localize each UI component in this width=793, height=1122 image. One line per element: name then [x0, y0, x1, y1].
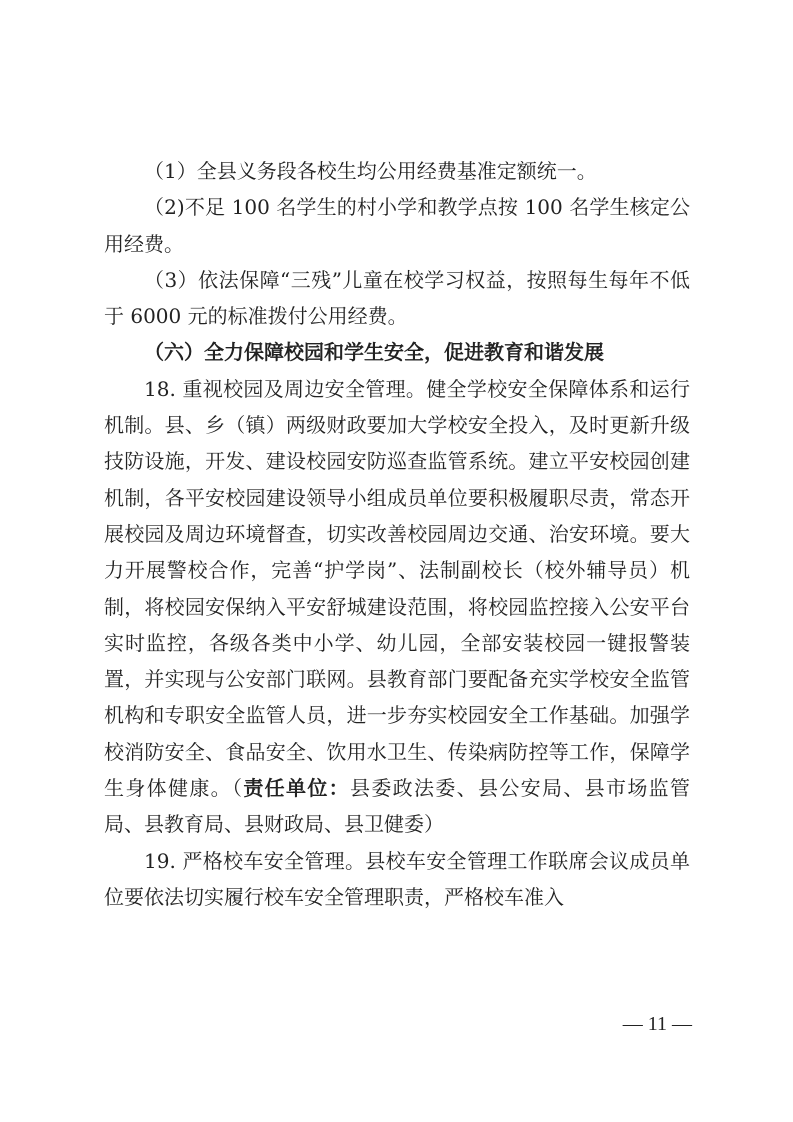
- paragraph-item-1: （1）全县义务段各校生均公用经费基准定额统一。: [144, 159, 597, 183]
- paragraph-item-2: （2)不足 100 名学生的村小学和教学点按 100 名学生核定公用经费。: [104, 195, 690, 256]
- paragraph-18-text: 18. 重视校园及周边安全管理。健全学校安全保障体系和运行机制。县、乡（镇）两级财政要加大学校安全投入，及时更新升级技防设施，开发、建设校园安防巡查监管系统。建立平安校园创建机制，各平安校园建设领导小组成员单位要积极履职尽责，常态开展校园及周边环境督查，切实改善校园周边交通、治安环境。要大力开展警校合作，完善“护学岗”、法制副校长（校外辅导员）机制，将校园安保纳入平安舒城建设范围，将校园监控接入公安平台实时监控，各级各类中小学、幼儿园，全部安装校园一键报警装置，并实现与公安部门联网。县教育部门要配备充实学校安全监管机构和专职安全监管人员，进一步夯实校园安全工作基础。加强学校消防安全、食品安全、饮用水卫生、传染病防控等工作，保障学生身体健康。（: [104, 376, 690, 801]
- responsibility-label: 责任单位：: [243, 776, 351, 801]
- body-text: [104, 153, 690, 915]
- section-heading-6: （六）全力保障校园和学生安全，促进教育和谐发展: [144, 340, 604, 365]
- paragraph-item-3: （3）依法保障“三残”儿童在校学习权益，按照每生每年不低于 6000 元的标准拨付公用经费。: [104, 267, 690, 329]
- page-number: — 11 —: [622, 1013, 692, 1035]
- paragraph-18: [104, 371, 690, 843]
- paragraph-19: 19. 严格校车安全管理。县校车安全管理工作联席会议成员单位要依法切实履行校车安全管理职责，严格校车准入: [104, 848, 690, 909]
- responsibility-units: 县委政法委、县公安局、县市场监管局、县教育局、县财政局、县卫健委）: [104, 776, 691, 837]
